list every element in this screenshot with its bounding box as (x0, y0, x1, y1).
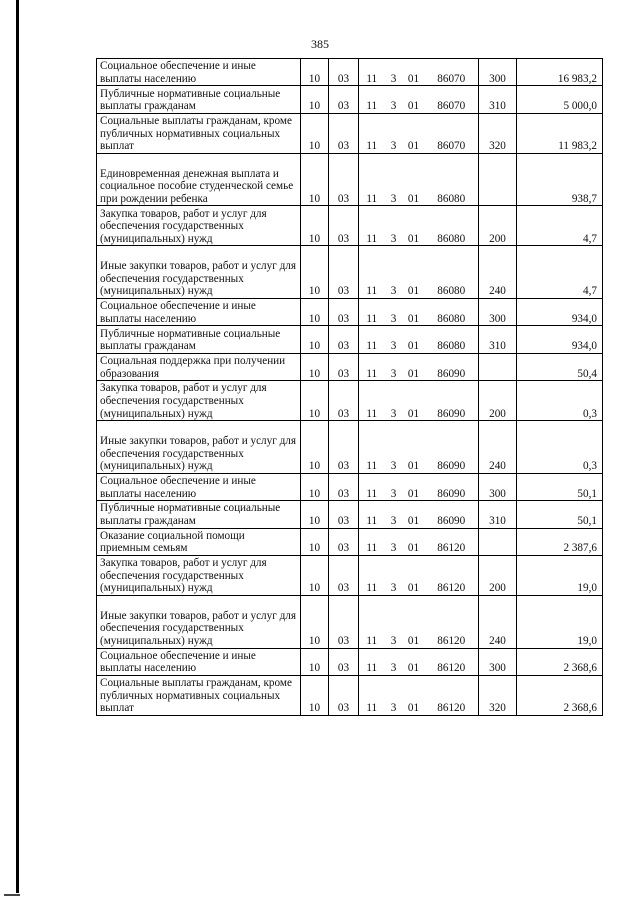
row-direction-cell: 86120 (425, 675, 479, 715)
row-name-cell: Оказание социальной помощи приемным семьям (97, 528, 301, 555)
row-amount-cell: 2 368,6 (517, 675, 603, 715)
row-program-cell: 11 (359, 298, 385, 325)
row-direction-cell: 86120 (425, 528, 479, 555)
row-name-cell: Закупка товаров, работ и услуг для обеспечения государственных (муниципальных) нужд (97, 555, 301, 595)
row-amount-cell: 5 000,0 (517, 86, 603, 113)
row-program-cell: 11 (359, 675, 385, 715)
row-section-cell: 10 (301, 59, 329, 86)
row-subprogram-cell: 3 (385, 59, 403, 86)
row-section-cell: 10 (301, 353, 329, 380)
row-subsection-cell: 03 (329, 555, 359, 595)
row-name-cell: Иные закупки товаров, работ и услуг для обеспечения государственных (муниципальных) нужд (97, 246, 301, 299)
row-subsection-cell: 03 (329, 501, 359, 528)
row-section-cell: 10 (301, 421, 329, 474)
row-main-event-cell: 01 (403, 555, 425, 595)
row-amount-cell: 0,3 (517, 381, 603, 421)
row-subprogram-cell: 3 (385, 206, 403, 246)
row-subprogram-cell: 3 (385, 501, 403, 528)
row-section-cell: 10 (301, 648, 329, 675)
row-expense-type-cell: 310 (479, 326, 517, 353)
row-name-cell: Социальное обеспечение и иные выплаты населению (97, 59, 301, 86)
row-program-cell: 11 (359, 353, 385, 380)
row-main-event-cell: 01 (403, 246, 425, 299)
table-row (97, 153, 603, 206)
row-program-cell: 11 (359, 326, 385, 353)
row-section-cell: 10 (301, 501, 329, 528)
row-section-cell: 10 (301, 113, 329, 153)
row-expense-type-cell: 320 (479, 675, 517, 715)
row-expense-type-cell (479, 153, 517, 206)
table-row (97, 246, 603, 299)
row-expense-type-cell: 300 (479, 59, 517, 86)
row-section-cell: 10 (301, 555, 329, 595)
row-main-event-cell: 01 (403, 86, 425, 113)
row-program-cell: 11 (359, 59, 385, 86)
row-name-cell: Публичные нормативные социальные выплаты гражданам (97, 501, 301, 528)
row-amount-cell: 16 983,2 (517, 59, 603, 86)
row-main-event-cell: 01 (403, 113, 425, 153)
row-program-cell: 11 (359, 246, 385, 299)
row-expense-type-cell: 240 (479, 421, 517, 474)
row-subsection-cell: 03 (329, 298, 359, 325)
row-expense-type-cell: 310 (479, 86, 517, 113)
row-section-cell: 10 (301, 298, 329, 325)
row-expense-type-cell: 200 (479, 381, 517, 421)
row-subsection-cell: 03 (329, 528, 359, 555)
row-main-event-cell: 01 (403, 326, 425, 353)
row-direction-cell: 86080 (425, 326, 479, 353)
row-main-event-cell: 01 (403, 595, 425, 648)
row-amount-cell: 0,3 (517, 421, 603, 474)
budget-table-body (97, 59, 603, 716)
table-row (97, 501, 603, 528)
row-name-cell: Единовременная денежная выплата и социальное пособие студенческой семье при рождении ребенка (97, 153, 301, 206)
row-direction-cell: 86070 (425, 86, 479, 113)
row-section-cell: 10 (301, 595, 329, 648)
row-expense-type-cell: 200 (479, 206, 517, 246)
row-direction-cell: 86120 (425, 555, 479, 595)
row-program-cell: 11 (359, 528, 385, 555)
row-amount-cell: 934,0 (517, 298, 603, 325)
row-main-event-cell: 01 (403, 473, 425, 500)
row-subsection-cell: 03 (329, 381, 359, 421)
row-name-cell: Иные закупки товаров, работ и услуг для обеспечения государственных (муниципальных) нужд (97, 595, 301, 648)
row-program-cell: 11 (359, 501, 385, 528)
row-amount-cell: 19,0 (517, 595, 603, 648)
row-amount-cell: 934,0 (517, 326, 603, 353)
row-name-cell: Социальное обеспечение и иные выплаты населению (97, 473, 301, 500)
row-section-cell: 10 (301, 86, 329, 113)
row-direction-cell: 86120 (425, 648, 479, 675)
row-name-cell: Социальная поддержка при получении образования (97, 353, 301, 380)
row-subsection-cell: 03 (329, 473, 359, 500)
table-row (97, 528, 603, 555)
row-direction-cell: 86080 (425, 298, 479, 325)
row-name-cell: Иные закупки товаров, работ и услуг для обеспечения государственных (муниципальных) нужд (97, 421, 301, 474)
row-amount-cell: 938,7 (517, 153, 603, 206)
row-program-cell: 11 (359, 381, 385, 421)
row-name-cell: Социальное обеспечение и иные выплаты населению (97, 298, 301, 325)
row-amount-cell: 50,1 (517, 473, 603, 500)
row-amount-cell: 2 368,6 (517, 648, 603, 675)
row-expense-type-cell: 300 (479, 473, 517, 500)
row-main-event-cell: 01 (403, 153, 425, 206)
row-direction-cell: 86090 (425, 473, 479, 500)
row-program-cell: 11 (359, 113, 385, 153)
row-section-cell: 10 (301, 326, 329, 353)
row-direction-cell: 86120 (425, 595, 479, 648)
row-expense-type-cell: 300 (479, 298, 517, 325)
row-name-cell: Закупка товаров, работ и услуг для обеспечения государственных (муниципальных) нужд (97, 381, 301, 421)
table-row (97, 298, 603, 325)
row-direction-cell: 86080 (425, 153, 479, 206)
row-amount-cell: 4,7 (517, 246, 603, 299)
row-direction-cell: 86090 (425, 353, 479, 380)
row-amount-cell: 50,4 (517, 353, 603, 380)
row-program-cell: 11 (359, 555, 385, 595)
row-name-cell: Закупка товаров, работ и услуг для обеспечения государственных (муниципальных) нужд (97, 206, 301, 246)
row-expense-type-cell: 310 (479, 501, 517, 528)
row-section-cell: 10 (301, 528, 329, 555)
row-name-cell: Социальные выплаты гражданам, кроме публичных нормативных социальных выплат (97, 113, 301, 153)
row-direction-cell: 86090 (425, 421, 479, 474)
row-expense-type-cell: 320 (479, 113, 517, 153)
row-subprogram-cell: 3 (385, 353, 403, 380)
row-name-cell: Социальные выплаты гражданам, кроме публичных нормативных социальных выплат (97, 675, 301, 715)
row-program-cell: 11 (359, 473, 385, 500)
row-subprogram-cell: 3 (385, 555, 403, 595)
row-section-cell: 10 (301, 206, 329, 246)
row-program-cell: 11 (359, 206, 385, 246)
row-direction-cell: 86090 (425, 381, 479, 421)
row-amount-cell: 50,1 (517, 501, 603, 528)
scan-edge-line (16, 0, 19, 893)
row-direction-cell: 86070 (425, 59, 479, 86)
table-row (97, 206, 603, 246)
table-row (97, 555, 603, 595)
row-direction-cell: 86080 (425, 246, 479, 299)
row-amount-cell: 4,7 (517, 206, 603, 246)
row-amount-cell: 19,0 (517, 555, 603, 595)
row-expense-type-cell: 200 (479, 555, 517, 595)
row-main-event-cell: 01 (403, 648, 425, 675)
row-program-cell: 11 (359, 648, 385, 675)
row-expense-type-cell (479, 528, 517, 555)
row-subprogram-cell: 3 (385, 675, 403, 715)
scan-edge-tick (4, 894, 20, 896)
table-row (97, 648, 603, 675)
row-program-cell: 11 (359, 421, 385, 474)
row-main-event-cell: 01 (403, 501, 425, 528)
row-name-cell: Публичные нормативные социальные выплаты гражданам (97, 326, 301, 353)
budget-table (96, 58, 603, 716)
row-program-cell: 11 (359, 153, 385, 206)
row-subsection-cell: 03 (329, 59, 359, 86)
row-subprogram-cell: 3 (385, 528, 403, 555)
row-subsection-cell: 03 (329, 206, 359, 246)
row-subsection-cell: 03 (329, 421, 359, 474)
row-direction-cell: 86070 (425, 113, 479, 153)
row-direction-cell: 86080 (425, 206, 479, 246)
table-row (97, 675, 603, 715)
row-subprogram-cell: 3 (385, 473, 403, 500)
row-subsection-cell: 03 (329, 153, 359, 206)
row-amount-cell: 11 983,2 (517, 113, 603, 153)
row-subsection-cell: 03 (329, 86, 359, 113)
row-expense-type-cell (479, 353, 517, 380)
row-direction-cell: 86090 (425, 501, 479, 528)
row-main-event-cell: 01 (403, 353, 425, 380)
row-subsection-cell: 03 (329, 353, 359, 380)
table-row (97, 381, 603, 421)
table-row (97, 113, 603, 153)
row-main-event-cell: 01 (403, 528, 425, 555)
table-row (97, 473, 603, 500)
row-expense-type-cell: 240 (479, 246, 517, 299)
row-main-event-cell: 01 (403, 675, 425, 715)
row-subsection-cell: 03 (329, 113, 359, 153)
table-row (97, 353, 603, 380)
row-subprogram-cell: 3 (385, 153, 403, 206)
table-row (97, 595, 603, 648)
row-subprogram-cell: 3 (385, 381, 403, 421)
table-row (97, 421, 603, 474)
row-main-event-cell: 01 (403, 421, 425, 474)
row-main-event-cell: 01 (403, 206, 425, 246)
table-row (97, 86, 603, 113)
table-row (97, 326, 603, 353)
row-subprogram-cell: 3 (385, 246, 403, 299)
row-name-cell: Социальное обеспечение и иные выплаты населению (97, 648, 301, 675)
row-section-cell: 10 (301, 473, 329, 500)
row-subprogram-cell: 3 (385, 421, 403, 474)
row-amount-cell: 2 387,6 (517, 528, 603, 555)
row-subsection-cell: 03 (329, 595, 359, 648)
row-program-cell: 11 (359, 86, 385, 113)
row-section-cell: 10 (301, 246, 329, 299)
row-subprogram-cell: 3 (385, 298, 403, 325)
row-subprogram-cell: 3 (385, 326, 403, 353)
row-program-cell: 11 (359, 595, 385, 648)
row-subsection-cell: 03 (329, 648, 359, 675)
row-subsection-cell: 03 (329, 675, 359, 715)
row-subsection-cell: 03 (329, 246, 359, 299)
page-number: 385 (311, 37, 329, 51)
row-name-cell: Публичные нормативные социальные выплаты гражданам (97, 86, 301, 113)
row-section-cell: 10 (301, 675, 329, 715)
row-section-cell: 10 (301, 381, 329, 421)
row-expense-type-cell: 300 (479, 648, 517, 675)
row-subprogram-cell: 3 (385, 648, 403, 675)
table-row (97, 59, 603, 86)
row-subprogram-cell: 3 (385, 595, 403, 648)
row-subprogram-cell: 3 (385, 86, 403, 113)
row-section-cell: 10 (301, 153, 329, 206)
row-main-event-cell: 01 (403, 298, 425, 325)
row-subprogram-cell: 3 (385, 113, 403, 153)
row-subsection-cell: 03 (329, 326, 359, 353)
row-expense-type-cell: 240 (479, 595, 517, 648)
row-main-event-cell: 01 (403, 381, 425, 421)
row-main-event-cell: 01 (403, 59, 425, 86)
